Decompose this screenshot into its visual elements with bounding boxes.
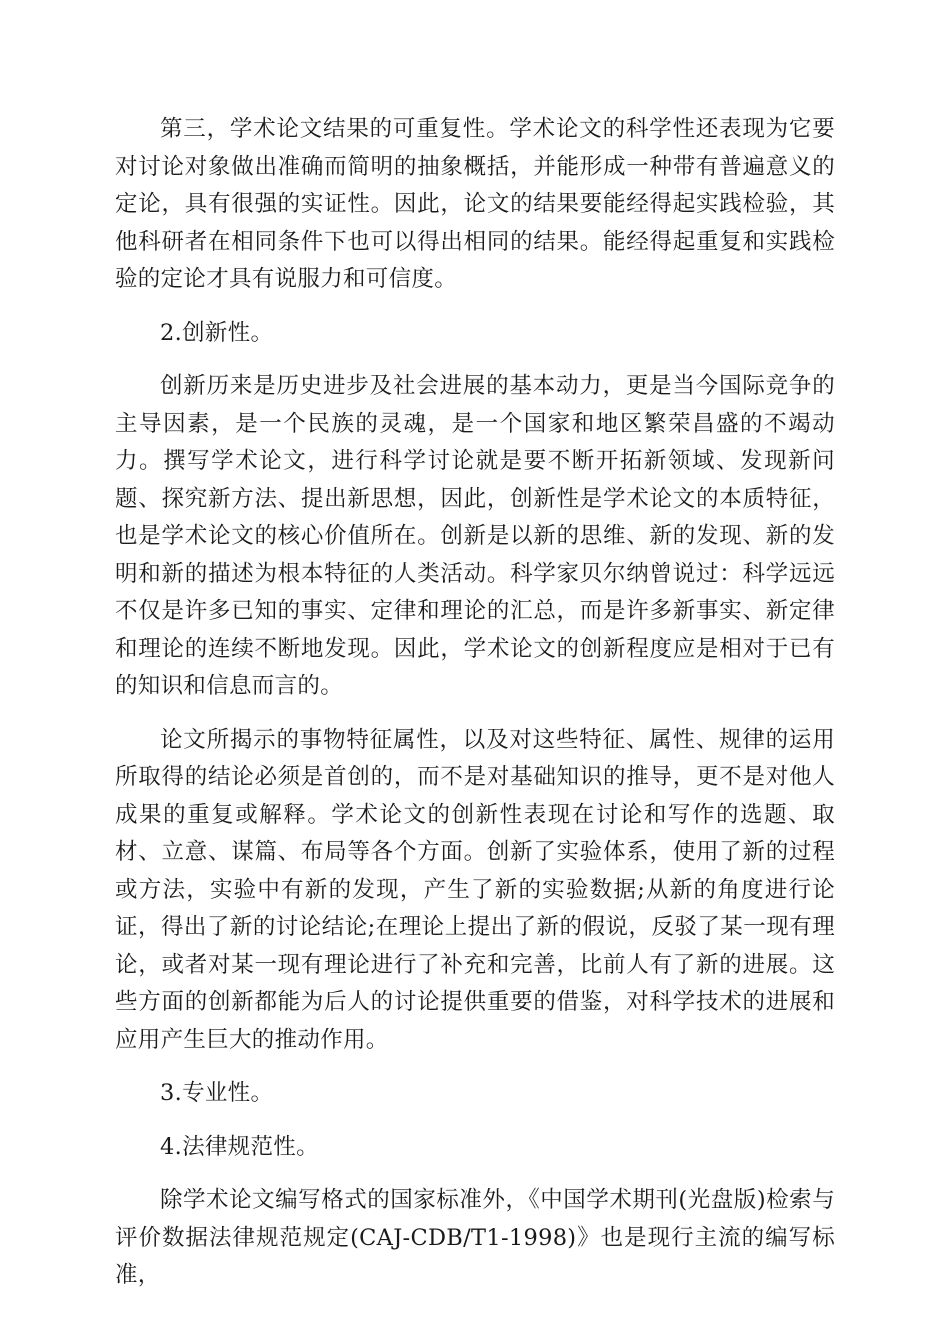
heading-innovation: 2.创新性。 bbox=[160, 319, 274, 346]
heading-legal-norms: 4.法律规范性。 bbox=[160, 1133, 319, 1160]
paragraph-reproducibility: 第三，学术论文结果的可重复性。学术论文的科学性还表现为它要对讨论对象做出准确而简明的抽象概括，并能形成一种带有普遍意义的定论，具有很强的实证性。因此，论文的结果要能经得起实践检验，其他科研者在相同条件下也可以得出相同的结果。能经得起重复和实践检验的定论才具有说服力和可信度。 bbox=[115, 116, 835, 292]
paragraph-standards: 除学术论文编写格式的国家标准外，《中国学术期刊(光盘版)检索与评价数据法律规范规定(CAJ-CDB/T1-1998)》也是现行主流的编写标准， bbox=[115, 1187, 835, 1288]
heading-professionalism: 3.专业性。 bbox=[160, 1080, 274, 1106]
document-body bbox=[115, 111, 835, 1295]
paragraph-innovation-detail: 论文所揭示的事物特征属性，以及对这些特征、属性、规律的运用所取得的结论必须是首创的，而不是对基础知识的推导，更不是对他人成果的重复或解释。学术论文的创新性表现在讨论和写作的选题、取材、立意、谋篇、布局等各个方面。创新了实验体系，使用了新的过程或方法，实验中有新的发现，产生了新的实验数据;从新的角度进行论证，得出了新的讨论结论;在理论上提出了新的假说，反驳了某一现有理论，或者对某一现有理论进行了补充和完善，比前人有了新的进展。这些方面的创新都能为后人的讨论提供重要的借鉴，对科学技术的进展和应用产生巨大的推动作用。 bbox=[115, 726, 835, 1053]
paragraph-innovation-intro: 创新历来是历史进步及社会进展的基本动力，更是当今国际竞争的主导因素，是一个民族的灵魂，是一个国家和地区繁荣昌盛的不竭动力。撰写学术论文，进行科学讨论就是要不断开拓新领域、发现新问题、探究新方法、提出新思想，因此，创新性是学术论文的本质特征，也是学术论文的核心价值所在。创新是以新的思维、新的发现、新的发明和新的描述为根本特征的人类活动。科学家贝尔纳曾说过：科学远远不仅是许多已知的事实、定律和理论的汇总，而是许多新事实、新定律和理论的连续不断地发现。因此，学术论文的创新程度应是相对于已有的知识和信息而言的。 bbox=[115, 373, 835, 699]
